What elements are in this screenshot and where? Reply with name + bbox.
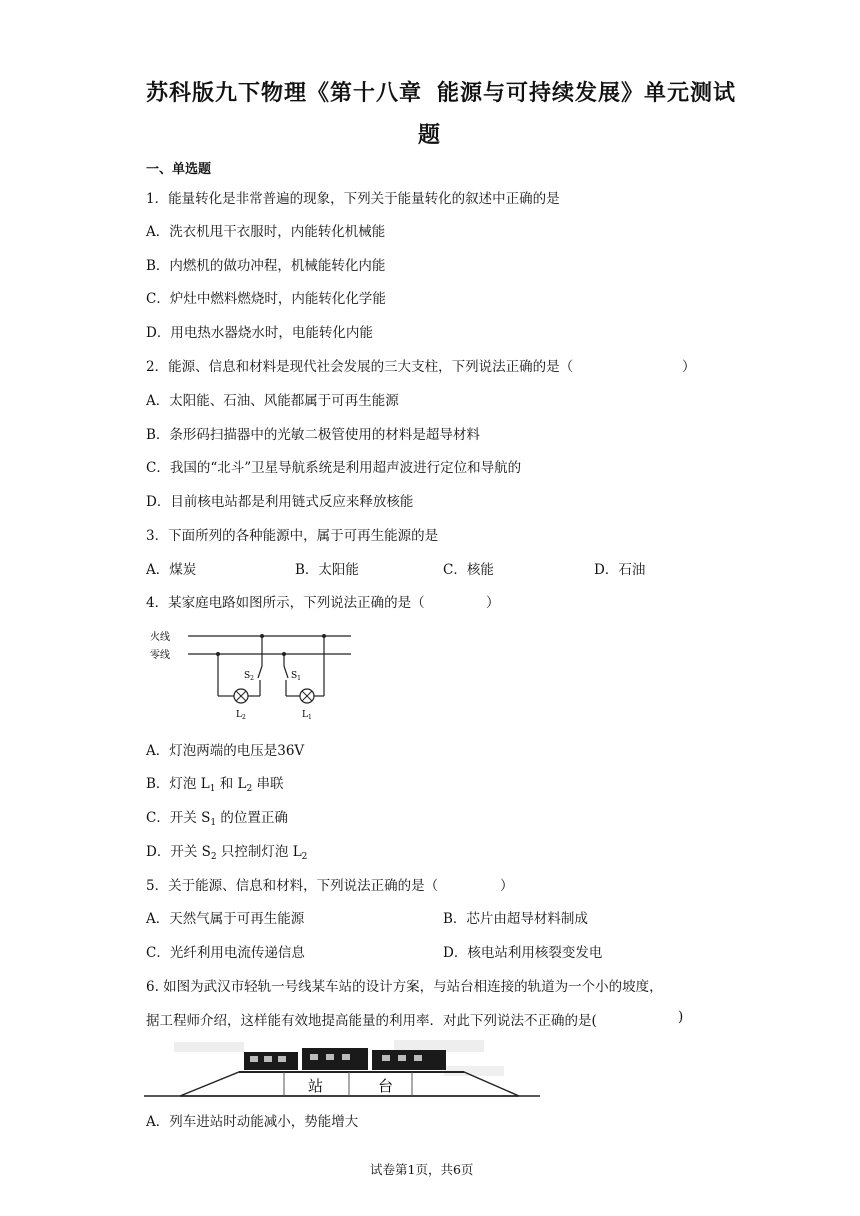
question-3-stem: 3．下面所列的各种能源中，属于可再生能源的是 <box>146 528 439 544</box>
lamp-l1-label: $L_1$ <box>302 710 312 721</box>
question-3-option-a: A．煤炭 <box>146 562 197 578</box>
title-part3: 题 <box>418 123 442 148</box>
question-3-option-c: C．核能 <box>443 562 494 578</box>
train-icon <box>244 1048 446 1070</box>
question-4-stem-close: ） <box>486 595 500 611</box>
question-2-stem-close: ） <box>682 359 696 375</box>
switch-s2-label: $S_2$ <box>244 671 254 682</box>
question-4-stem: 4．某家庭电路如图所示，下列说法正确的是（ <box>146 595 425 611</box>
question-6-stem-line-1: 6. 如图为武汉市轻轨一号线某车站的设计方案，与站台相连接的轨道为一个小的坡度， <box>146 979 663 995</box>
title-part2: 能源与可持续发展》单元测试 <box>437 81 737 106</box>
question-6-stem-close: ) <box>678 1009 684 1025</box>
switch-s1-label: $S_1$ <box>291 671 301 682</box>
question-4-option-d: D．开关 $S_2$ 只控制灯泡 $L_2$ <box>146 844 308 862</box>
question-1-option-d: D．用电热水器烧水时，电能转化内能 <box>146 325 373 341</box>
question-5-stem-close: ） <box>500 878 514 894</box>
section-heading: 一、单选题 <box>146 162 212 177</box>
question-2-option-c: C．我国的“北斗”卫星导航系统是利用超声波进行定位和导航的 <box>146 460 522 476</box>
question-3-option-b: B．太阳能 <box>295 562 359 578</box>
question-1-option-a: A．洗衣机甩干衣服时，内能转化机械能 <box>146 224 386 240</box>
question-3-option-d: D．石油 <box>594 562 646 578</box>
question-5-option-c: C．光纤利用电流传递信息 <box>146 945 305 961</box>
question-2-option-b: B．条形码扫描器中的光敏二极管使用的材料是超导材料 <box>146 427 480 443</box>
question-4-option-b: B．灯泡 $L_1$ 和 $L_2$ 串联 <box>146 776 284 794</box>
question-2-option-a: A．太阳能、石油、风能都属于可再生能源 <box>146 393 399 409</box>
station-char-zhan: 站 <box>308 1077 324 1095</box>
title-part1: 苏科版九下物理《第十八章 <box>146 81 423 106</box>
question-2-stem: 2．能源、信息和材料是现代社会发展的三大支柱，下列说法正确的是（ <box>146 359 574 375</box>
station-diagram <box>144 1036 544 1100</box>
question-5-stem: 5．关于能源、信息和材料，下列说法正确的是（ <box>146 878 439 894</box>
neutral-wire-label: 零线 <box>150 650 170 661</box>
live-wire-label: 火线 <box>150 632 170 643</box>
question-6-option-a: A．列车进站时动能减小，势能增大 <box>146 1114 359 1130</box>
question-2-option-d: D．目前核电站都是利用链式反应来释放核能 <box>146 494 414 510</box>
question-1-option-c: C．炉灶中燃料燃烧时，内能转化化学能 <box>146 291 386 307</box>
question-1-option-b: B．内燃机的做功冲程，机械能转化内能 <box>146 258 386 274</box>
question-5-option-b: B．芯片由超导材料制成 <box>443 911 588 927</box>
question-5-option-a: A．天然气属于可再生能源 <box>146 911 305 927</box>
lamp-l2-label: $L_2$ <box>236 710 246 721</box>
question-4-option-c: C．开关 $S_1$ 的位置正确 <box>146 810 288 828</box>
question-4-option-a: A．灯泡两端的电压是36V <box>146 743 305 759</box>
station-char-tai: 台 <box>378 1077 394 1095</box>
question-6-stem-line-2: 据工程师介绍，这样能有效地提高能量的利用率．对此下列说法不正确的是( <box>146 1013 597 1029</box>
question-5-option-d: D．核电站利用核裂变发电 <box>443 945 603 961</box>
page-footer: 试卷第1页，共6页 <box>370 1162 474 1177</box>
circuit-diagram <box>148 626 358 722</box>
question-1-stem: 1．能量转化是非常普遍的现象，下列关于能量转化的叙述中正确的是 <box>146 191 560 207</box>
